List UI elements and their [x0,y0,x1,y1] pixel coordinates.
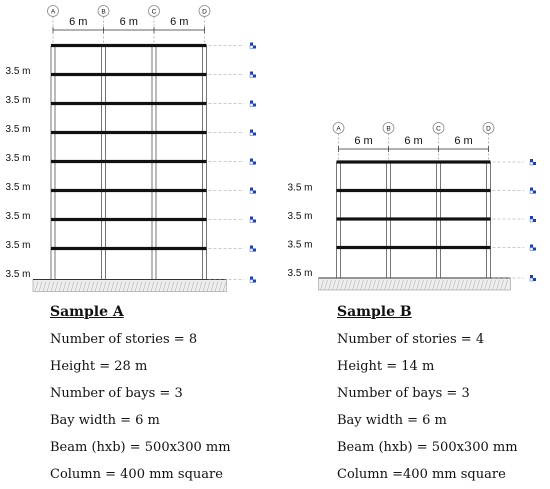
sample-b-specs [337,300,547,489]
level-marker-icon [530,159,533,162]
bay-dimension-label: 6 m [69,16,88,28]
level-marker-icon [250,133,253,136]
story-height-label: 3.5 m [5,124,31,135]
sample-b-title: Sample B [337,304,412,320]
level-marker-icon [530,245,533,248]
level-marker-icon [250,159,253,162]
bay-dimension-label: 6 m [170,16,189,28]
level-marker-icon [250,280,253,283]
story-height-label: 3.5 m [5,66,31,77]
sample-a-bays: Number of bays = 3 [50,386,183,401]
grid-label-b: B [101,8,106,16]
beam [337,217,491,220]
beam [51,247,207,250]
level-marker-icon [530,191,533,194]
frame-b [287,123,536,291]
beam [51,44,207,47]
level-marker-icon [253,133,256,136]
level-marker-icon [250,277,253,280]
story-height-label: 3.5 m [287,182,313,194]
sample-a-height: Height = 28 m [50,359,148,374]
grid-label-d: D [486,125,491,133]
level-marker-icon [530,216,533,219]
grid-label-a: A [50,8,56,16]
bay-dimension-label: 6 m [454,135,473,147]
story-height-label: 3.5 m [5,269,31,280]
story-height-label: 3.5 m [5,95,31,106]
level-marker-icon [250,75,253,78]
bay-dimension-label: 6 m [404,135,423,147]
grid-label-c: C [436,125,441,133]
beam [51,160,207,163]
level-marker-icon [250,72,253,75]
story-height-label: 3.5 m [287,210,313,222]
bay-dimension-label: 6 m [119,16,138,28]
sample-b-bay-width: Bay width = 6 m [337,413,447,428]
story-height-label: 3.5 m [5,240,31,251]
sample-b-height: Height = 14 m [337,359,435,374]
beam [51,189,207,192]
sample-a-column: Column = 400 mm square [50,467,223,482]
beam [337,246,491,249]
beam [337,160,491,163]
level-marker-icon [250,43,253,46]
level-marker-icon [253,280,256,283]
ground-strip [33,280,227,292]
level-marker-icon [530,248,533,251]
story-height-label: 3.5 m [287,239,313,251]
level-marker-icon [250,130,253,133]
level-marker-icon [250,220,253,223]
beam [51,73,207,76]
sample-a-title: Sample A [50,304,124,320]
beam [51,102,207,105]
level-marker-icon [253,249,256,252]
level-marker-icon [253,46,256,49]
story-height-label: 3.5 m [5,153,31,164]
level-marker-icon [530,188,533,191]
level-marker-icon [250,101,253,104]
level-marker-icon [253,191,256,194]
level-marker-icon [533,162,536,165]
grid-label-b: B [386,125,391,133]
grid-label-a: A [336,125,341,133]
frame-a [5,6,256,292]
level-marker-icon [250,246,253,249]
level-marker-icon [533,191,536,194]
sample-a-stories: Number of stories = 8 [50,332,198,347]
beam [51,131,207,134]
beam [51,218,207,221]
grid-label-d: D [202,8,207,16]
sample-b-bays: Number of bays = 3 [337,386,470,401]
level-marker-icon [250,249,253,252]
level-marker-icon [250,191,253,194]
level-marker-icon [533,278,536,281]
sample-b-column: Column =400 mm square [337,467,506,482]
sample-b-stories: Number of stories = 4 [337,332,485,347]
level-marker-icon [253,104,256,107]
level-marker-icon [253,75,256,78]
story-height-label: 3.5 m [5,182,31,193]
grid-label-c: C [151,8,157,16]
level-marker-icon [253,220,256,223]
story-height-label: 3.5 m [5,211,31,222]
sample-a-specs [50,300,280,489]
level-marker-icon [530,278,533,281]
sample-b-beam: Beam (hxb) = 500x300 mm [337,440,518,455]
level-marker-icon [250,188,253,191]
level-marker-icon [250,217,253,220]
level-marker-icon [530,275,533,278]
level-marker-icon [533,248,536,251]
sample-a-beam: Beam (hxb) = 500x300 mm [50,440,231,455]
level-marker-icon [533,219,536,222]
level-marker-icon [530,219,533,222]
beam [337,189,491,192]
sample-a-bay-width: Bay width = 6 m [50,413,160,428]
level-marker-icon [250,46,253,49]
level-marker-icon [250,162,253,165]
story-height-label: 3.5 m [287,267,313,279]
bay-dimension-label: 6 m [354,135,373,147]
level-marker-icon [250,104,253,107]
level-marker-icon [253,162,256,165]
level-marker-icon [530,162,533,165]
